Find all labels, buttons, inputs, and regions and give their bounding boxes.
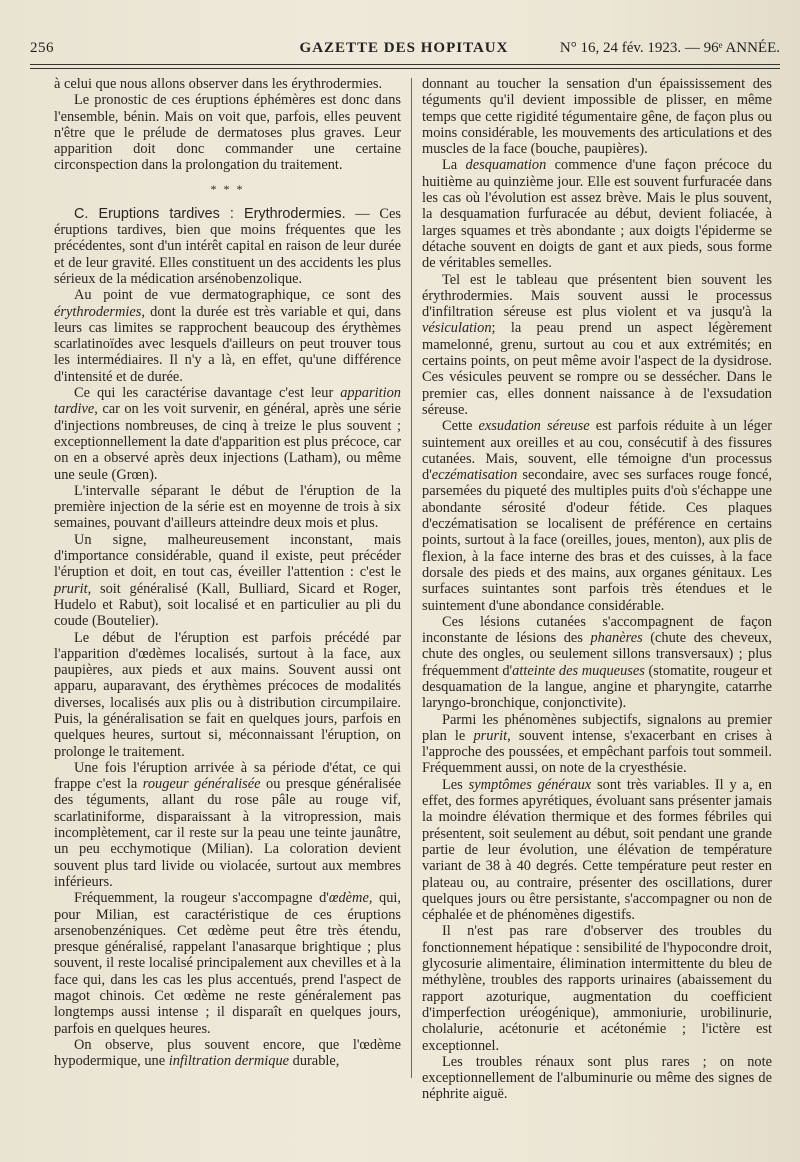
paragraph: Le début de l'éruption est parfois précédé par l'apparition d'œdèmes localisés, surtout à la face, aux paupières, aux pieds et aux mains. Souvent aussi ont apparu, auparavant, des érythèmes précoces de modalités diverses, localisés aux plis ou à distribution circumpilaire. Puis, la généralisation se fait en quelques jours, parfois en quelques heures, surtout si, méconnaissant l'éruption, on prolonge le traitement. <box>54 629 401 760</box>
italic-term: desquamation <box>465 157 547 174</box>
page-number: 256 <box>30 40 54 56</box>
paragraph-text: Ce qui les caractérise davantage c'est leur <box>74 385 341 402</box>
paragraph-text: Une fois l'éruption arrivée à sa période d'état, ce qui frappe c'est la <box>54 759 401 793</box>
paragraph <box>422 157 772 271</box>
paragraph-text: (stomatite, rougeur et desquamation de la langue, angine et pharyngite, catarrhe laryngo-bronchique, conjonctivite). <box>422 662 772 712</box>
paragraph-text: ou presque généralisée des téguments, allant du rose pâle au rouge vif, scarlatiniforme, disparaissant à la vitropression, mais incomplètement, car il reste sur la peau une teinte jaunâtre, un peu ecchymotique (Milian). La coloration devient souvent plus tard livide ou violacée, surtout aux membres inférieurs. <box>54 776 401 890</box>
paragraph-text: sont très variables. Il y a, en effet, des formes apyrétiques, évoluant sans présenter jamais la moindre élévation thermique et des formes fébriles qui présentent, soit seulement au début, soit pendant une grande partie de leur évolution, une élévation de température variant de 38 à 40 degrés. Cette température peut rester en plateau ou, au contraire, présenter des oscillations, durer quelques jours ou être persistante, s'accompagner ou non de céphalée et de phénomènes digestifs. <box>422 776 772 924</box>
paragraph: à celui que nous allons observer dans les érythrodermies. <box>54 76 383 92</box>
paragraph <box>422 418 772 614</box>
right-column <box>422 76 772 1103</box>
paragraph <box>422 272 772 419</box>
italic-term: œdème <box>328 890 369 907</box>
paragraph-text: durable, <box>289 1053 340 1070</box>
issue-info: N° 16, 24 fév. 1923. — 96ᵉ ANNÉE. <box>559 40 780 56</box>
paragraph: donnant au toucher la sensation d'un épaississement des téguments qu'il devient impossible de plisser, en même temps que cette rigidité tégumentaire gêne, de façon plus ou moins considérable, les mouvements des articulations et des muscles de la face (bouche, paupières). <box>422 76 772 158</box>
paragraph-text: est parfois réduite à un léger suintement aux oreilles et au cou, consécutif à des fissures cutanées. Mais, souvent, elle témoigne d'un processus d' <box>422 418 772 484</box>
paragraph-text: secondaire, avec ses surfaces rouge foncé, parsemées du piqueté des multiples puits d'où s'échappe une abondante sérosité d'odeur fétide. Ces plaques d'eczématisation se localisent de préférence en certains points, surtout à la face (oreilles, joues, menton), aux plis de flexion, à la face interne des bras et des cuisses, à la face dorsale des pieds et des mains, aux organes génitaux. Les surfaces suintantes sont parfois très étendues et le suintement d'une abondance considérable. <box>422 467 772 614</box>
section-title: C. Eruptions tardives : Erythrodermies. <box>74 205 346 222</box>
paragraph-text: , car on les voit survenir, en général, après une série d'injections nombreuses, de cinq à treize le plus souvent ; exceptionnellement la date d'apparition est plus précoce, car on en a observé après deux injections (Latham), ou même une seule (Grœn). <box>54 401 401 483</box>
paragraph-text: — Ces éruptions tardives, bien que moins fréquentes que les précédentes, sont d'un intérêt capital en raison de leur durée et de leur gravité. Elles constituent un des accidents les plus sérieux de la médication arsénobenzolique. <box>54 205 401 287</box>
paragraph <box>54 1037 401 1070</box>
paragraph <box>422 777 772 924</box>
italic-term: infiltration dermique <box>168 1053 290 1070</box>
italic-term: phanères <box>590 630 643 647</box>
paragraph-text: Parmi les phénomènes subjectifs, signalons au premier plan le <box>422 711 772 744</box>
paragraph-text: ; la peau prend un aspect légèrement mamelonné, grenu, surtout au cou et aux extrémités; en certains points, on peut même avoir l'aspect de la dysidrose. Ces vésicules peuvent se rompre ou se dessécher. Dans le premier cas, elles donnent naissance à de l'exsudation séreuse. <box>422 320 772 418</box>
section-separator: * * * <box>210 181 245 196</box>
paragraph <box>54 206 401 287</box>
header-rule-secondary <box>30 68 780 69</box>
paragraph: Le pronostic de ces éruptions éphémères est donc dans l'ensemble, bénin. Mais on voit que, parfois, elles peuvent n'être que le prélude de dermatoses plus graves. Leur apparition doit donc commander une certaine circonspection dans la prolongation du traitement. <box>54 92 401 174</box>
paragraph <box>54 287 401 385</box>
paragraph-text: (chute des cheveux, chute des ongles, ou seulement sillons transversaux) ; plus fréquemment d' <box>422 630 772 679</box>
paragraph <box>54 532 401 630</box>
left-column <box>54 76 401 1070</box>
italic-term: exsudation séreuse <box>478 418 590 435</box>
italic-term: prurit <box>473 727 508 744</box>
column-divider <box>411 78 412 1078</box>
paragraph-text: , qui, pour Milian, est caractéristique de ces éruptions arsenobenzéniques. Cet œdème peut être très étendu, presque généralisé, rappelant l'anasarque brightique ; plus souvent, il reste localisé principalement aux chevilles et à la face qui, dans les cas les plus accentués, prend l'aspect de magot chinois. Cet œdème ne reste généralement pas longtemps aussi intense ; il disparaît en quelques jours, parfois en quelques heures. <box>54 890 402 1037</box>
italic-term: apparition tardive <box>54 385 401 418</box>
italic-term: symptômes généraux <box>468 776 592 793</box>
journal-title: GAZETTE DES HOPITAUX <box>299 40 509 56</box>
paragraph: L'intervalle séparant le début de l'éruption de la première injection de la série est en moyenne de trois à six semaines, pouvant d'ailleurs atteindre deux mois et plus. <box>54 482 401 532</box>
page-header <box>28 36 780 62</box>
paragraph-text: Au point de vue dermatographique, ce sont des <box>74 287 401 304</box>
paragraph <box>54 890 401 1037</box>
paragraph-text: commence d'une façon précoce du huitième au quinzième jour. Elle est souvent furfuracée dans les cas où l'évolution est assez brève. Mais le plus souvent, la desquamation furfuracée au début, devient foliacée, à larges squames et très abondante ; aux doigts l'épiderme se détache souvent en doigts de gant et aux pieds, sous forme de véritables semelles. <box>422 157 772 272</box>
paragraph: Il n'est pas rare d'observer des troubles du fonctionnement hépatique : sensibilité de l'hypocondre droit, glycosurie alimentaire, élimination intermittente du bleu de méthylène, troubles des rapports urinaires (abaissement du rapport azoturique, augmentation du coefficient d'imperfection uréogénique), ammoniurie, urobilinurie, cholalurie, acétonurie et acétonémie ; l'ictère est exceptionnel. <box>422 923 772 1054</box>
paragraph-text: , soit généralisé (Kall, Bulliard, Sicard et Roger, Hudelo et Rabut), soit localisé et en particulier au pli du coude (Boutelier). <box>54 580 401 630</box>
paragraph <box>422 614 772 712</box>
paragraph-text: , dont la durée est très variable et qui, dans leurs cas limites se rapprochent beaucoup des érythèmes scarlatinoïdes avec lesquels d'ailleurs on peut trouver tous les intermédiaires. Il n'y a là, en effet, qu'une différence d'intensité et de durée. <box>54 303 401 385</box>
italic-term: vésiculation <box>422 320 492 337</box>
italic-term: rougeur généralisée <box>142 776 261 793</box>
paragraph-text: Les <box>442 776 469 793</box>
italic-term: atteinte des muqueuses <box>512 662 645 679</box>
paragraph-text: , souvent intense, s'exacerbant en crises à l'approche des poussées, et empêchant parfois tout sommeil. Fréquemment aussi, on note de la cryesthésie. <box>422 727 772 777</box>
paragraph-text: Fréquemment, la rougeur s'accompagne d' <box>74 890 329 907</box>
italic-term: eczématisation <box>431 467 518 484</box>
paragraph-text: La <box>442 157 466 174</box>
paragraph-text: Ces lésions cutanées s'accompagnent de façon inconstante de lésions des <box>422 613 772 647</box>
paragraph <box>54 760 401 890</box>
paragraph-text: Un signe, malheureusement inconstant, mais d'importance considérable, quand il existe, peut précéder l'éruption et doit, en tout cas, éveiller l'attention : c'est le <box>54 531 401 581</box>
paragraph-text: Tel est le tableau que présentent bien souvent les érythrodermies. Mais souvent aussi le processus d'infiltration séreuse est plus violent et va jusqu'à la <box>422 271 772 321</box>
paragraph <box>422 712 772 777</box>
paragraph <box>54 385 401 483</box>
italic-term: érythrodermies <box>54 303 142 320</box>
paragraph-text: On observe, plus souvent encore, que l'œdème hypodermique, une <box>54 1036 401 1070</box>
header-rule <box>30 64 780 65</box>
paragraph: Les troubles rénaux sont plus rares ; on note exceptionnellement de l'albuminurie ou même des signes de néphrite aiguë. <box>422 1053 772 1103</box>
italic-term: prurit <box>54 580 88 597</box>
paragraph-text: Cette <box>442 418 479 435</box>
